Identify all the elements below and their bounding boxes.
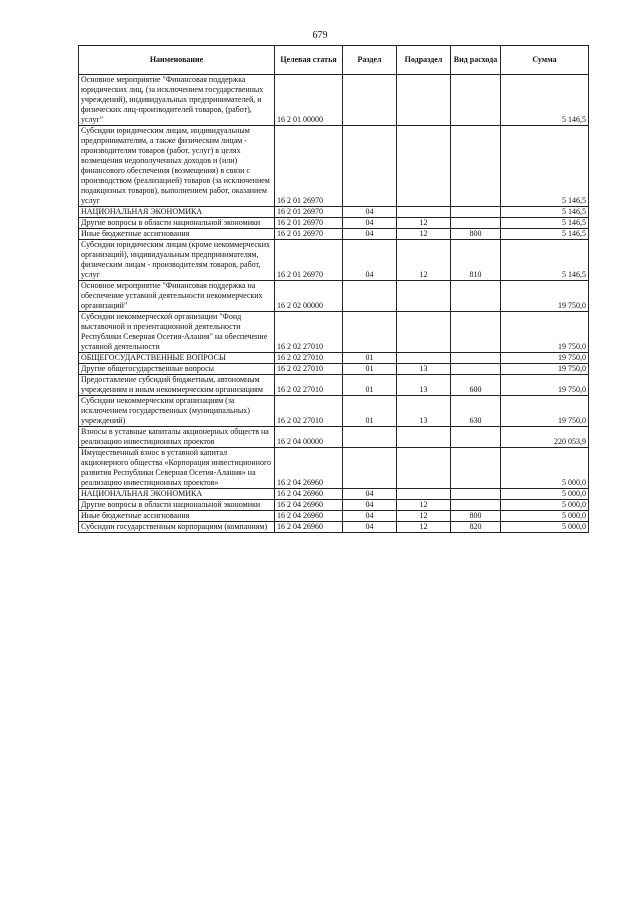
row-type — [451, 353, 501, 364]
row-section: 04 — [343, 511, 397, 522]
row-name: Субсидии юридическим лицам (кроме некоммерческих организаций), индивидуальным предпринимателям, физическим лицам - производителям товаров, работ, услуг — [79, 240, 275, 281]
row-section — [343, 126, 397, 207]
budget-table — [78, 45, 589, 533]
row-sum: 5 146,5 — [501, 126, 589, 207]
row-type — [451, 218, 501, 229]
row-subsection: 12 — [397, 500, 451, 511]
row-subsection: 12 — [397, 240, 451, 281]
row-section: 04 — [343, 522, 397, 533]
row-section: 04 — [343, 218, 397, 229]
row-subsection: 13 — [397, 364, 451, 375]
page-number: 679 — [312, 30, 328, 41]
row-section: 01 — [343, 396, 397, 427]
header-target: Целевая статья — [275, 46, 343, 75]
row-target: 16 2 02 27010 — [275, 375, 343, 396]
row-section: 04 — [343, 207, 397, 218]
row-sum: 19 750,0 — [501, 364, 589, 375]
row-target: 16 2 01 26970 — [275, 229, 343, 240]
table-row — [79, 229, 589, 240]
table-row — [79, 126, 589, 207]
row-sum: 5 000,0 — [501, 500, 589, 511]
table-row — [79, 218, 589, 229]
table-row — [79, 312, 589, 353]
table-row — [79, 281, 589, 312]
table-row — [79, 375, 589, 396]
row-subsection: 13 — [397, 396, 451, 427]
row-target: 16 2 04 26960 — [275, 522, 343, 533]
table-row — [79, 396, 589, 427]
row-subsection — [397, 281, 451, 312]
table-row — [79, 240, 589, 281]
header-sum: Сумма — [501, 46, 589, 75]
row-name: ОБЩЕГОСУДАРСТВЕННЫЕ ВОПРОСЫ — [79, 353, 275, 364]
row-subsection — [397, 312, 451, 353]
row-name: Субсидии юридическим лицам, индивидуальным предпринимателям, а также физическим лицам - производителям товаров (работ, услуг) в целях возмещения недополученных доходов и (или) финансового обеспечения (возмещения) в связи с производством (реализацией) товаров (за исключением подакцизных товаров), выполнением работ, оказанием услуг — [79, 126, 275, 207]
row-sum: 5 146,5 — [501, 218, 589, 229]
row-section — [343, 427, 397, 448]
header-section: Раздел — [343, 46, 397, 75]
table-row — [79, 500, 589, 511]
header-type: Вид расхода — [451, 46, 501, 75]
row-name: Другие вопросы в области национальной экономики — [79, 218, 275, 229]
row-sum: 19 750,0 — [501, 312, 589, 353]
table-row — [79, 427, 589, 448]
row-name: Основное мероприятие "Финансовая поддержка юридических лиц, (за исключением государственных учреждений), индивидуальных предпринимателей, и физических лиц-производителей товаров, (работ), услуг" — [79, 75, 275, 126]
row-sum: 19 750,0 — [501, 281, 589, 312]
row-sum: 5 000,0 — [501, 511, 589, 522]
row-section: 04 — [343, 489, 397, 500]
row-type — [451, 489, 501, 500]
row-target: 16 2 04 00000 — [275, 427, 343, 448]
row-name: Имущественный взнос в уставной капитал акционерного общества «Корпорация инвестиционного развития Республики Северная Осетия-Алания» на реализацию инвестиционных проектов» — [79, 448, 275, 489]
row-subsection: 13 — [397, 375, 451, 396]
row-target: 16 2 04 26960 — [275, 511, 343, 522]
row-subsection — [397, 126, 451, 207]
row-sum: 5 000,0 — [501, 522, 589, 533]
row-subsection — [397, 75, 451, 126]
row-name: Субсидии государственным корпорациям (компаниям) — [79, 522, 275, 533]
row-sum: 5 146,5 — [501, 229, 589, 240]
row-target: 16 2 02 27010 — [275, 312, 343, 353]
row-subsection — [397, 207, 451, 218]
row-sum: 19 750,0 — [501, 375, 589, 396]
row-name: Другие общегосударственные вопросы — [79, 364, 275, 375]
row-sum: 19 750,0 — [501, 396, 589, 427]
row-name: Субсидии некоммерческой организации "Фонд выставочной и презентационной деятельности Республики Северная Осетия-Алания" на обеспечение уставной деятельности — [79, 312, 275, 353]
row-type — [451, 500, 501, 511]
row-section: 01 — [343, 375, 397, 396]
row-type — [451, 427, 501, 448]
row-section — [343, 75, 397, 126]
row-type: 800 — [451, 511, 501, 522]
row-name: Взносы в уставные капиталы акционерных обществ на реализацию инвестиционных проектов — [79, 427, 275, 448]
row-name: Основное мероприятие "Финансовая поддержка на обеспечение уставной деятельности некоммерческих организаций" — [79, 281, 275, 312]
row-sum: 19 750,0 — [501, 353, 589, 364]
row-type: 600 — [451, 375, 501, 396]
row-section: 01 — [343, 353, 397, 364]
table-row — [79, 511, 589, 522]
row-name: Иные бюджетные ассигнования — [79, 229, 275, 240]
table-row — [79, 207, 589, 218]
row-target: 16 2 01 26970 — [275, 126, 343, 207]
row-subsection: 12 — [397, 218, 451, 229]
row-sum: 5 000,0 — [501, 489, 589, 500]
header-subsection: Подраздел — [397, 46, 451, 75]
row-section: 04 — [343, 500, 397, 511]
row-subsection — [397, 353, 451, 364]
row-sum: 5 000,0 — [501, 448, 589, 489]
row-name: Субсидии некоммерческим организациям (за исключением государственных (муниципальных) учреждений) — [79, 396, 275, 427]
row-section: 04 — [343, 229, 397, 240]
header-name: Наименование — [79, 46, 275, 75]
row-subsection — [397, 448, 451, 489]
row-sum: 220 053,9 — [501, 427, 589, 448]
row-sum: 5 146,5 — [501, 240, 589, 281]
row-subsection: 12 — [397, 229, 451, 240]
row-type — [451, 207, 501, 218]
row-type: 820 — [451, 522, 501, 533]
row-target: 16 2 04 26960 — [275, 448, 343, 489]
row-section — [343, 312, 397, 353]
row-sum: 5 146,5 — [501, 207, 589, 218]
row-subsection: 12 — [397, 511, 451, 522]
row-subsection — [397, 489, 451, 500]
table-row — [79, 364, 589, 375]
row-name: НАЦИОНАЛЬНАЯ ЭКОНОМИКА — [79, 489, 275, 500]
row-type — [451, 75, 501, 126]
table-row — [79, 353, 589, 364]
row-target: 16 2 02 27010 — [275, 364, 343, 375]
row-type — [451, 126, 501, 207]
row-target: 16 2 02 00000 — [275, 281, 343, 312]
table-row — [79, 448, 589, 489]
row-section — [343, 281, 397, 312]
row-target: 16 2 01 26970 — [275, 240, 343, 281]
row-type: 800 — [451, 229, 501, 240]
row-type: 630 — [451, 396, 501, 427]
row-target: 16 2 04 26960 — [275, 500, 343, 511]
row-name: Другие вопросы в области национальной экономики — [79, 500, 275, 511]
row-type — [451, 281, 501, 312]
row-sum: 5 146,5 — [501, 75, 589, 126]
row-target: 16 2 02 27010 — [275, 353, 343, 364]
row-type — [451, 312, 501, 353]
row-name: НАЦИОНАЛЬНАЯ ЭКОНОМИКА — [79, 207, 275, 218]
table-row — [79, 489, 589, 500]
header-row — [79, 46, 589, 75]
row-target: 16 2 01 26970 — [275, 218, 343, 229]
row-type: 810 — [451, 240, 501, 281]
row-type — [451, 448, 501, 489]
table-row — [79, 522, 589, 533]
row-section — [343, 448, 397, 489]
row-type — [451, 364, 501, 375]
row-name: Иные бюджетные ассигнования — [79, 511, 275, 522]
table-row — [79, 75, 589, 126]
row-target: 16 2 04 26960 — [275, 489, 343, 500]
row-subsection — [397, 427, 451, 448]
row-section: 04 — [343, 240, 397, 281]
row-target: 16 2 02 27010 — [275, 396, 343, 427]
row-name: Предоставление субсидий бюджетным, автономным учреждениям и иным некоммерческим организациям — [79, 375, 275, 396]
row-target: 16 2 01 26970 — [275, 207, 343, 218]
row-subsection: 12 — [397, 522, 451, 533]
row-target: 16 2 01 00000 — [275, 75, 343, 126]
row-section: 01 — [343, 364, 397, 375]
